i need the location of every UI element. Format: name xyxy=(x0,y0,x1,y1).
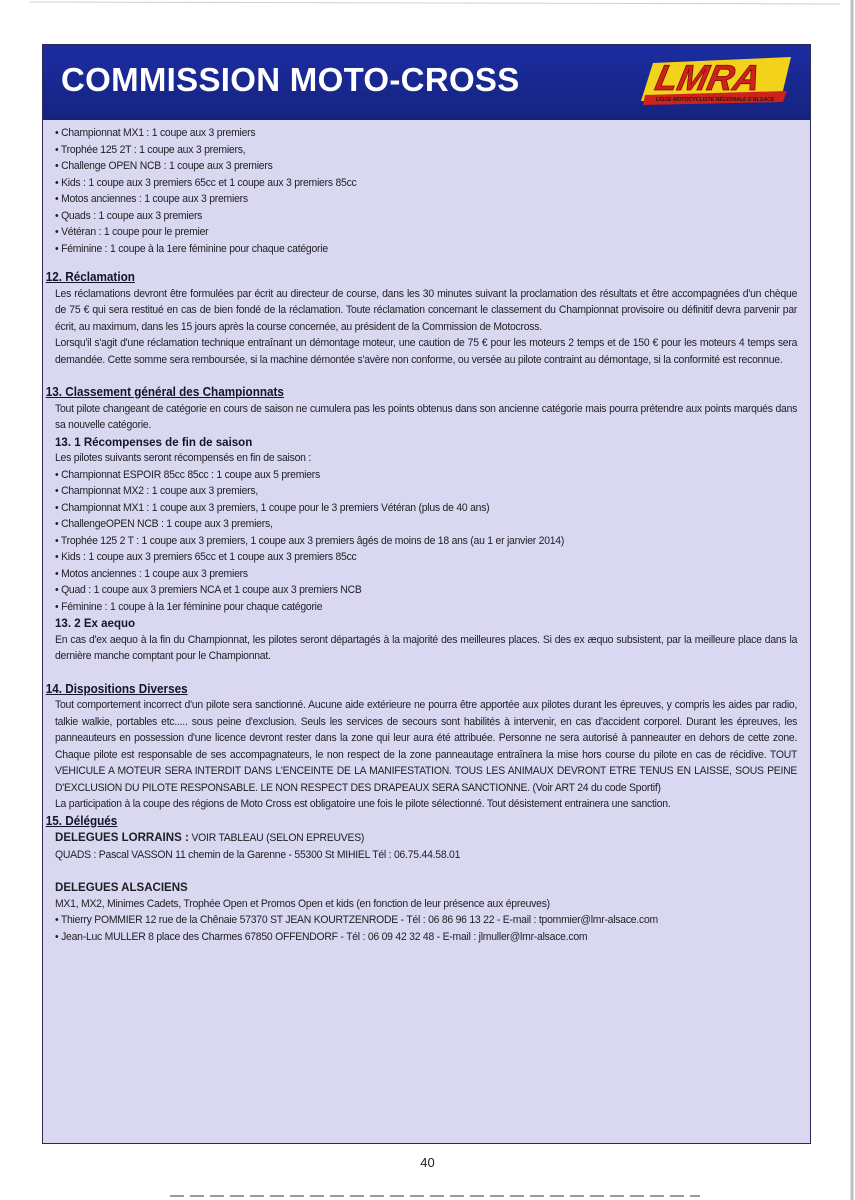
list-item: • Championnat MX1 : 1 coupe aux 3 premiers, 1 coupe pour le 3 premiers Vétéran (plus de 40 ans) xyxy=(55,500,797,517)
delegues-lorrains-line xyxy=(55,829,797,847)
section-14-paragraph-2: La participation à la coupe des régions de Moto Cross est obligatoire une fois le pilote sélectionné. Tout désistement entrainera une sanction. xyxy=(55,798,671,810)
section-13-paragraph: Tout pilote changeant de catégorie en cours de saison ne cumulera pas les points obtenus dans son ancienne catégorie mais pourra prétendre aux points marqués dans sa nouvelle catégorie. xyxy=(55,402,798,431)
delegues-alsaciens-intro: MX1, MX2, Minimes Cadets, Trophée Open et Promos Open et kids (en fonction de leur présence aux épreuves) xyxy=(55,897,550,910)
list-item: • Quads : 1 coupe aux 3 premiers xyxy=(55,208,797,225)
list-item: • Vétéran : 1 coupe pour le premier xyxy=(55,224,797,241)
section-14-title: 14. Dispositions Diverses xyxy=(45,681,188,696)
list-item: • Championnat MX2 : 1 coupe aux 3 premiers, xyxy=(55,483,797,500)
logo-subtitle: LIGUE MOTOCYCLISTE RÉGIONALE D'ALSACE xyxy=(655,97,775,103)
section-14-paragraph-1: Tout comportement incorrect d'un pilote sera sanctionné. Aucune aide extérieure ne pourra être apportée aux pilotes durant les épreuves, y compris les aides par radio, talkie walkie, portables etc..... sous peine d'exclusion. Seuls les services de secours sont habilités à intervenir, en cas d'accident corporel. Durant les épreuves, les panneauteurs en possession d'une licence devront rester dans la zone qui leur aura été attribuée. Personne ne sera autorisé à panneauter en dehors de cette zone. Chaque pilote est responsable de ses accompagnateurs, le non respect de la zone panneautage entraînera la mise hors course du pilote en cas de récidive. TOUT VEHICULE A MOTEUR SERA INTERDIT DANS L'ENCEINTE DE LA MANIFESTATION. TOUS LES ANIMAUX DEVRONT ETRE TENUS EN LAISSE, SOUS PEINE D'EXCLUSION DU PILOTE RESPONSABLE. LE NON RESPECT DES DRAPEAUX SERA SANCTIONNE. (Voir ART 24 du code Sportif) xyxy=(55,699,798,794)
list-item: • Kids : 1 coupe aux 3 premiers 65cc et 1 coupe aux 3 premiers 85cc xyxy=(55,549,797,566)
delegues-lorrains-note: VOIR TABLEAU (SELON EPREUVES) xyxy=(191,832,365,844)
list-item: • Challenge OPEN NCB : 1 coupe aux 3 premiers xyxy=(55,158,797,175)
section-12-title: 12. Réclamation xyxy=(45,270,135,284)
intro-list xyxy=(55,125,797,257)
page-panel xyxy=(42,44,811,1144)
page-number: 40 xyxy=(420,1155,435,1170)
list-item: • Championnat ESPOIR 85cc 85cc : 1 coupe aux 5 premiers xyxy=(55,467,797,484)
section-13-1-title: 13. 1 Récompenses de fin de saison xyxy=(55,434,253,449)
rewards-list xyxy=(55,467,797,616)
logo-letters: LMRA xyxy=(651,57,765,98)
list-item: • ChallengeOPEN NCB : 1 coupe aux 3 premiers, xyxy=(55,516,797,533)
list-item: • Trophée 125 2 T : 1 coupe aux 3 premiers, 1 coupe aux 3 premiers âgés de moins de 18 ans (au 1 er janvier 2014) xyxy=(55,533,797,550)
list-item: • Féminine : 1 coupe à la 1er féminine pour chaque catégorie xyxy=(55,599,797,616)
list-item: • Thierry POMMIER 12 rue de la Chênaie 57370 ST JEAN KOURTZENRODE - Tél : 06 86 96 13 22 - E-mail : tpommier@lmr-alsace.com xyxy=(55,912,797,929)
section-15-title: 15. Délégués xyxy=(45,813,118,828)
page-header xyxy=(43,45,810,120)
delegues-lorrains-quads: QUADS : Pascal VASSON 11 chemin de la Garenne - 55300 St MIHIEL Tél : 06.75.44.58.01 xyxy=(55,848,461,861)
section-13-1-intro: Les pilotes suivants seront récompensés en fin de saison : xyxy=(55,452,312,464)
section-13-2-title: 13. 2 Ex aequo xyxy=(55,616,136,630)
section-12-paragraph-1: Les réclamations devront être formulées par écrit au directeur de course, dans les 30 minutes suivant la proclamation des résultats et être accompagnées d'un chèque de 75 € qui sera restitué en cas de bien fondé de la réclamation. Toute réclamation concernant le classement du Championnat provisoire ou définitif devra parvenir par écrit, au maximum, dans les 15 jours après la course concernée, au président de la Commission de Motocross. xyxy=(55,287,798,333)
list-item: • Quad : 1 coupe aux 3 premiers NCA et 1 coupe aux 3 premiers NCB xyxy=(55,582,797,599)
list-item: • Trophée 125 2T : 1 coupe aux 3 premiers, xyxy=(55,142,797,159)
list-item: • Championnat MX1 : 1 coupe aux 3 premiers xyxy=(55,125,797,142)
section-13-2-paragraph: En cas d'ex aequo à la fin du Championnat, les pilotes seront départagés à la majorité des meilleures places. Si des ex æquo subsistent, par la meilleure place dans la dernière manche comptant pour le Championnat. xyxy=(55,633,798,662)
lmra-logo xyxy=(641,55,791,110)
page-title: COMMISSION MOTO-CROSS xyxy=(61,61,520,98)
list-item: • Kids : 1 coupe aux 3 premiers 65cc et 1 coupe aux 3 premiers 85cc xyxy=(55,175,797,192)
page-content xyxy=(45,125,798,945)
list-item: • Jean-Luc MULLER 8 place des Charmes 67850 OFFENDORF - Tél : 06 09 42 32 48 - E-mail : jlmuller@lmr-alsace.com xyxy=(55,929,797,946)
list-item: • Féminine : 1 coupe à la 1ere féminine pour chaque catégorie xyxy=(55,241,797,258)
delegues-alsaciens-label: DELEGUES ALSACIENS xyxy=(55,880,188,894)
delegues-lorrains-label: DELEGUES LORRAINS : xyxy=(55,830,189,844)
list-item: • Motos anciennes : 1 coupe aux 3 premiers xyxy=(55,191,797,208)
delegues-alsaciens-list xyxy=(55,912,797,945)
section-13-title: 13. Classement général des Championnats xyxy=(45,385,284,399)
list-item: • Motos anciennes : 1 coupe aux 3 premiers xyxy=(55,566,797,583)
section-12-paragraph-2: Lorsqu'il s'agit d'une réclamation technique entraînant un démontage moteur, une caution de 75 € pour les moteurs 2 temps et de 150 € pour les moteurs 4 temps sera demandée. Cette somme sera remboursée, si la machine démontée s'avère non conforme, ou versée au pilote contraint au démontage, si la conformité est reconnue. xyxy=(55,337,798,366)
